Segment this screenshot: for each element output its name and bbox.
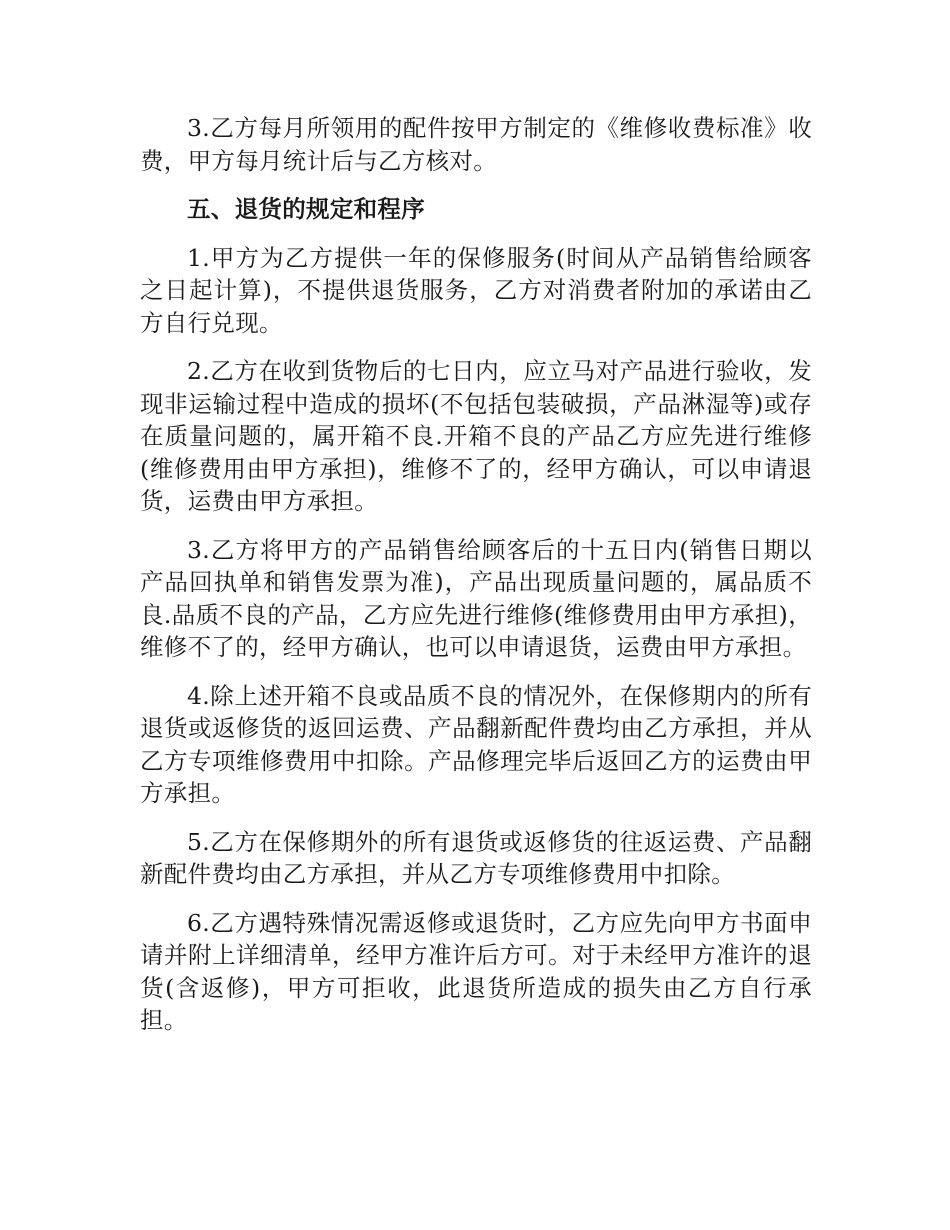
paragraph-intro: 3.乙方每月所领用的配件按甲方制定的《维修收费标准》收费，甲方每月统计后与乙方核对。: [140, 114, 812, 175]
paragraph-item-3: 3.乙方将甲方的产品销售给顾客后的十五日内(销售日期以产品回执单和销售发票为准)，产品出现质量问题的，属品质不良.品质不良的产品，乙方应先进行维修(维修费用由甲方承担)，维修不了的，经甲方确认，也可以申请退货，运费由甲方承担。: [140, 535, 812, 661]
paragraph-item-1: 1.甲方为乙方提供一年的保修服务(时间从产品销售给顾客之日起计算)，不提供退货服务，乙方对消费者附加的承诺由乙方自行兑现。: [140, 243, 812, 337]
paragraph-item-5: 5.乙方在保修期外的所有退货或返修货的往返运费、产品翻新配件费均由乙方承担，并从乙方专项维修费用中扣除。: [140, 827, 812, 888]
paragraph-item-4: 4.除上述开箱不良或品质不良的情况外，在保修期内的所有退货或返修货的返回运费、产品翻新配件费均由乙方承担，并从乙方专项维修费用中扣除。产品修理完毕后返回乙方的运费由甲方承担。: [140, 681, 812, 807]
paragraph-item-6: 6.乙方遇特殊情况需返修或退货时，乙方应先向甲方书面申请并附上详细清单，经甲方准许后方可。对于未经甲方准许的退货(含返修)，甲方可拒收，此退货所造成的损失由乙方自行承担。: [140, 908, 812, 1034]
section-heading: 五、退货的规定和程序: [187, 195, 425, 223]
paragraph-item-2: 2.乙方在收到货物后的七日内，应立马对产品进行验收，发现非运输过程中造成的损坏(不包括包装破损，产品淋湿等)或存在质量问题的，属开箱不良.开箱不良的产品乙方应先进行维修(维修费用由甲方承担)，维修不了的，经甲方确认，可以申请退货，运费由甲方承担。: [140, 357, 812, 515]
document-page: [140, 112, 812, 1053]
